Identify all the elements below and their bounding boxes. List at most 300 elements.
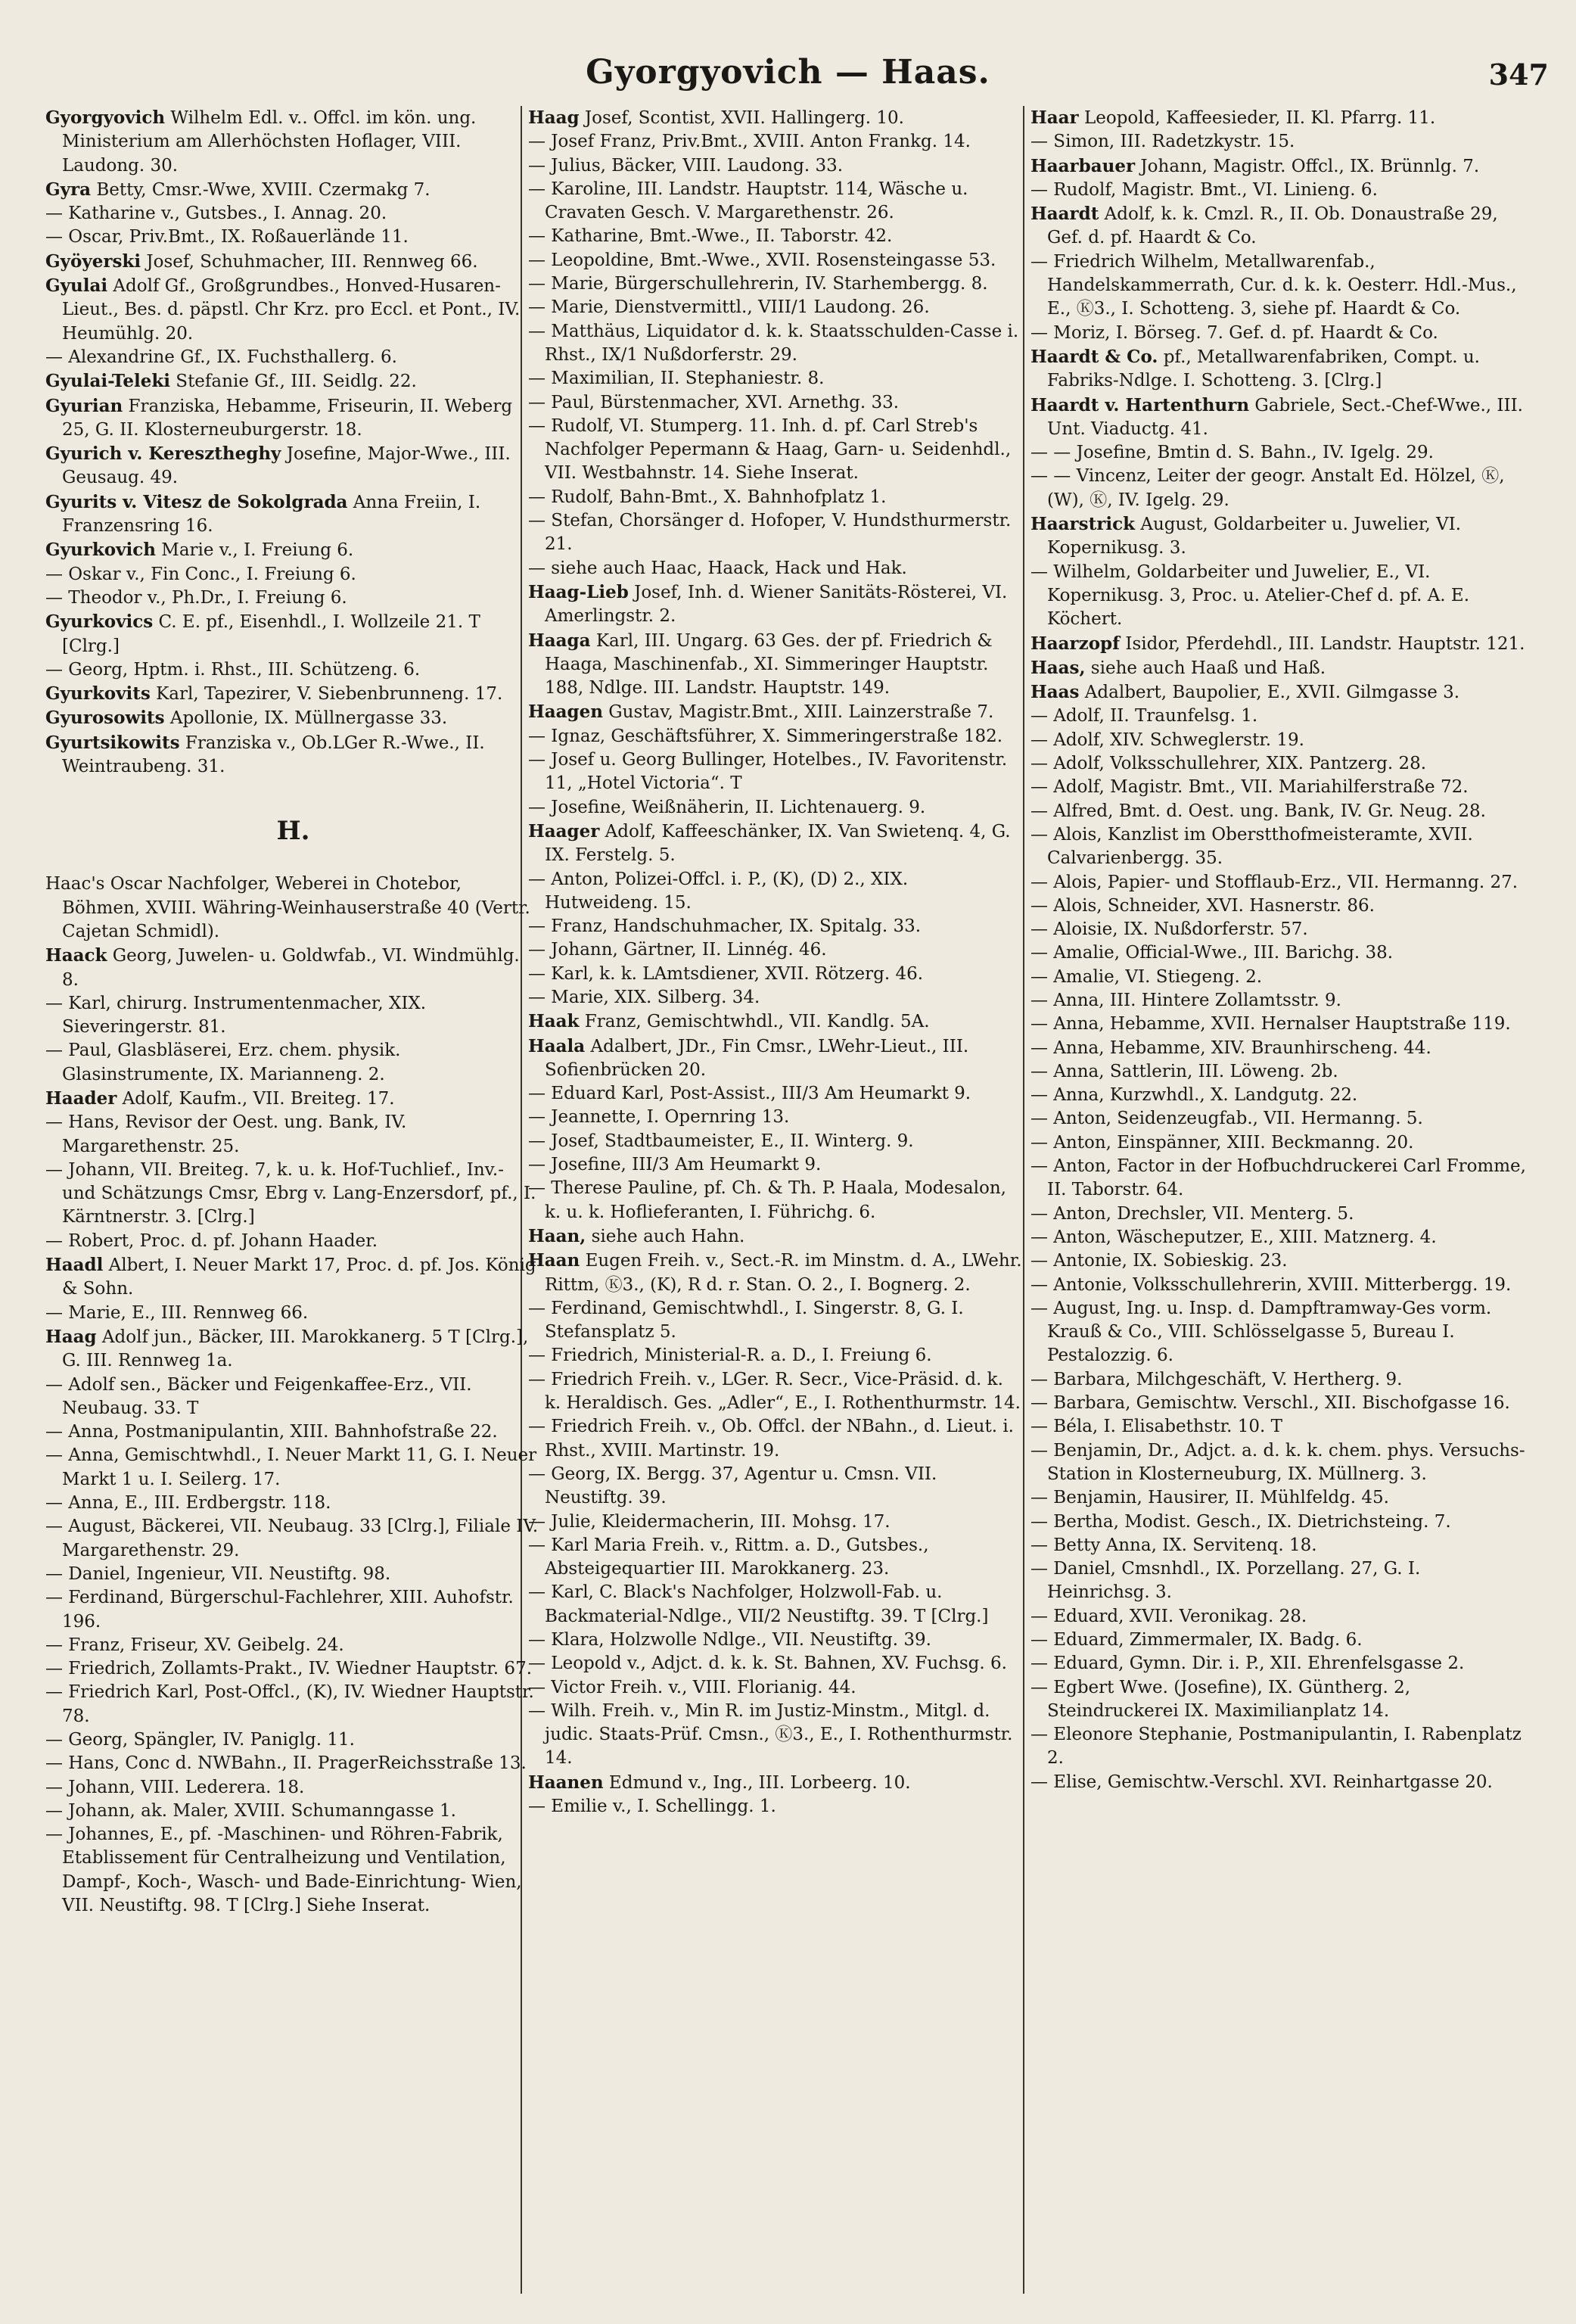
directory-entry: [1030, 871, 1526, 894]
entry-surname: Haarzopf: [1030, 633, 1121, 654]
entry-details: — Paul, Glasbläserei, Erz. chem. physik. Glasinstrumente, IX. Marianneng. 2.: [45, 1041, 401, 1084]
entry-surname: Gyurich v. Keresztheghy: [45, 443, 281, 465]
entry-details: — Anna, Hebamme, XIV. Braunhirscheng. 44.: [1030, 1038, 1431, 1058]
entry-details: Leopold, Kaffeesieder, II. Kl. Pfarrg. 11.: [1078, 108, 1436, 128]
directory-entry: [528, 986, 1024, 1010]
entry-details: Karl, III. Ungarg. 63 Ges. der pf. Friedrich & Haaga, Maschinenfab., XI. Simmeringer Hauptstr. 188, Ndlge. III. Landstr. Hauptstr. 149.: [545, 630, 993, 698]
page-number: 347: [1488, 58, 1549, 92]
directory-entry: [1030, 1202, 1526, 1226]
section-heading: H.: [276, 816, 310, 847]
entry-details: — Friedrich Karl, Post-Offcl., (K), IV. Wiedner Hauptstr. 78.: [45, 1682, 534, 1726]
entry-surname: Gyurits v. Vitesz de Sokolgrada: [45, 491, 348, 512]
entry-details: Johann, Magistr. Offcl., IX. Brünnlg. 7.: [1135, 156, 1480, 176]
entry-details: — Georg, IX. Bergg. 37, Agentur u. Cmsn. VII. Neustiftg. 39.: [528, 1464, 937, 1508]
directory-entry: [1030, 680, 1526, 705]
entry-details: Albert, I. Neuer Markt 17, Proc. d. pf. Jos. König & Sohn.: [62, 1255, 536, 1299]
directory-entry: [1030, 1534, 1526, 1557]
entry-details: Franziska, Hebamme, Friseurin, II. Weberg 25, G. II. Klosterneuburgerstr. 18.: [62, 396, 513, 440]
entry-surname: Gyulai: [45, 275, 108, 297]
directory-entry: [1030, 154, 1526, 179]
entry-details: — Friedrich, Ministerial-R. a. D., I. Freiung 6.: [528, 1346, 932, 1366]
entry-details: — Ferdinand, Gemischtwhdl., I. Singerstr. 8, G. I. Stefansplatz 5.: [528, 1298, 964, 1342]
directory-entry: [528, 748, 1024, 796]
entry-surname: Haager: [528, 820, 600, 842]
directory-entry: [45, 731, 541, 779]
entry-details: — Béla, I. Elisabethstr. 10. T: [1030, 1417, 1282, 1437]
directory-entry: [528, 1249, 1024, 1297]
entry-details: — Antonie, Volksschullehrerin, XVIII. Mitterbergg. 19.: [1030, 1274, 1512, 1295]
entry-details: — Anna, Gemischtwhdl., I. Neuer Markt 11, G. I. Neuer Markt 1 u. I. Seilerg. 17.: [45, 1445, 537, 1489]
entry-details: — Leopold v., Adjct. d. k. k. St. Bahnen, XV. Fuchsg. 6.: [528, 1654, 1007, 1674]
entry-details: — Maximilian, II. Stephaniestr. 8.: [528, 369, 825, 389]
entry-details: — Adolf, II. Traunfelsg. 1.: [1030, 706, 1258, 726]
directory-entry: [528, 367, 1024, 390]
directory-entry: [45, 1823, 541, 1918]
entry-surname: Haar: [1030, 107, 1079, 128]
entry-details: — Aloisie, IX. Nußdorferstr. 57.: [1030, 919, 1308, 940]
entry-surname: Gyurkovics: [45, 611, 154, 633]
directory-entry: [45, 178, 541, 202]
entry-details: — Johann, VII. Breiteg. 7, k. u. k. Hof-Tuchlief., Inv.- und Schätzungs Cmsr, Ebrg v. Lang-Enzersdorf, pf., I. Kärntnerstr. 3. [Clrg.]: [45, 1159, 536, 1227]
directory-entry: [1030, 1060, 1526, 1084]
entry-details: — Therese Pauline, pf. Ch. & Th. P. Haala, Modesalon, k. u. k. Hoflieferanten, I. Führichg. 6.: [528, 1178, 1006, 1222]
entry-details: — Josef u. Georg Bullinger, Hotelbes., IV. Favoritenstr. 11, „Hotel Victoria“. T: [528, 750, 1008, 794]
entry-details: — Anton, Drechsler, VII. Menterg. 5.: [1030, 1203, 1354, 1224]
directory-entry: [45, 106, 541, 178]
entry-surname: Gyurtsikowits: [45, 732, 180, 753]
entry-details: — Amalie, VI. Stiegeng. 2.: [1030, 966, 1263, 987]
entry-surname: Haanen: [528, 1772, 604, 1793]
directory-entry: [45, 563, 541, 586]
directory-entry: [528, 1771, 1024, 1795]
entry-surname: Haala: [528, 1035, 586, 1056]
page-header: [0, 47, 1576, 100]
entry-details: Betty, Cmsr.-Wwe, XVIII. Czermakg 7.: [91, 179, 431, 200]
entry-surname: Haan: [528, 1250, 580, 1271]
directory-entry: [1030, 1439, 1526, 1487]
entry-surname: Haader: [45, 1087, 117, 1109]
directory-entry: [528, 1106, 1024, 1129]
entry-details: — Ferdinand, Bürgerschul-Fachlehrer, XIII. Auhofstr. 196.: [45, 1588, 514, 1632]
directory-entry: [528, 1368, 1024, 1416]
directory-entry: [45, 586, 541, 610]
entry-surname: Haag-Lieb: [528, 581, 629, 602]
entry-details: — Rudolf, Bahn-Bmt., X. Bahnhofplatz 1.: [528, 487, 887, 507]
directory-entry: [528, 154, 1024, 178]
entry-details: — Katharine v., Gutsbes., I. Annag. 20.: [45, 204, 387, 224]
directory-entry: [45, 274, 541, 346]
directory-entry: [528, 178, 1024, 226]
entry-details: siehe auch Hahn.: [586, 1226, 745, 1246]
directory-entry: [528, 272, 1024, 296]
directory-entry: [45, 706, 541, 730]
directory-column-3: [1030, 106, 1526, 2301]
entry-details: — Friedrich Freih. v., Ob. Offcl. der NBahn., d. Lieut. i. Rhst., XVIII. Martinstr. 19.: [528, 1417, 1014, 1461]
entry-details: Adolf, Kaufm., VII. Breiteg. 17.: [117, 1088, 395, 1109]
entry-surname: Haas,: [1030, 657, 1086, 678]
directory-entry: [45, 538, 541, 562]
directory-entry: [528, 1700, 1024, 1771]
directory-entry: [45, 1374, 541, 1421]
directory-entry: [1030, 394, 1526, 442]
entry-surname: Gyöyerski: [45, 250, 141, 272]
directory-entry: [528, 130, 1024, 154]
entry-details: — Josef Franz, Priv.Bmt., XVIII. Anton Frankg. 14.: [528, 132, 971, 152]
entry-details: — Anna, Kurzwhdl., X. Landgutg. 22.: [1030, 1085, 1358, 1106]
entry-details: — Anna, Sattlerin, III. Löweng. 2b.: [1030, 1061, 1338, 1081]
entry-details: Edmund v., Ing., III. Lorbeerg. 10.: [603, 1772, 911, 1793]
directory-entry: [528, 1082, 1024, 1106]
directory-entry: [45, 1253, 541, 1302]
directory-entry: [45, 1087, 541, 1111]
directory-entry: [1030, 1297, 1526, 1368]
directory-entry: [1030, 1486, 1526, 1510]
entry-details: — Georg, Hptm. i. Rhst., III. Schützeng. 6.: [45, 659, 421, 680]
directory-entry: [1030, 1676, 1526, 1724]
directory-entry: [528, 486, 1024, 509]
directory-entry: [528, 1629, 1024, 1652]
directory-entry: [45, 658, 541, 682]
directory-entry: [1030, 918, 1526, 941]
entry-details: — Emilie v., I. Schellingg. 1.: [528, 1797, 776, 1817]
entry-details: — Betty Anna, IX. Servitenq. 18.: [1030, 1535, 1317, 1555]
entry-details: — Johann, Gärtner, II. Linnég. 46.: [528, 940, 827, 960]
entry-details: — Anton, Seidenzeugfab., VII. Hermanng. 5.: [1030, 1109, 1423, 1129]
directory-entry: [1030, 1605, 1526, 1629]
directory-entry: [528, 1177, 1024, 1224]
entry-details: — Stefan, Chorsänger d. Hofoper, V. Hundsthurmerstr. 21.: [528, 511, 1012, 555]
entry-details: Adolf jun., Bäcker, III. Marokkanerg. 5 T [Clrg.], G. III. Rennweg 1a.: [62, 1327, 529, 1371]
directory-entry: [528, 1153, 1024, 1177]
directory-entry: [45, 202, 541, 226]
directory-entry: [1030, 632, 1526, 656]
page-title: Gyorgyovich — Haas.: [586, 53, 990, 92]
directory-entry: [45, 610, 541, 658]
entry-surname: Haarstrick: [1030, 514, 1136, 535]
entry-details: — Karoline, III. Landstr. Hauptstr. 114, Wäsche u. Cravaten Gesch. V. Margarethenstr. 26.: [528, 179, 968, 223]
directory-entry: [1030, 1771, 1526, 1794]
directory-entry: [1030, 179, 1526, 202]
entry-details: — Karl Maria Freih. v., Rittm. a. D., Gutsbes., Absteigequartier III. Marokkanerg. 23.: [528, 1535, 929, 1579]
entry-surname: Haak: [528, 1011, 580, 1032]
directory-entry: [1030, 705, 1526, 728]
entry-details: — Jeannette, I. Opernring 13.: [528, 1107, 790, 1128]
directory-entry: [528, 1297, 1024, 1345]
entry-details: — Friedrich, Zollamts-Prakt., IV. Wiedner Hauptstr. 67.: [45, 1659, 533, 1679]
directory-entry: [528, 249, 1024, 272]
entry-details: — Rudolf, Magistr. Bmt., VI. Linieng. 6.: [1030, 179, 1378, 200]
entry-details: — Alois, Papier- und Stofflaub-Erz., VII. Hermanng. 27.: [1030, 872, 1518, 892]
entry-details: Apollonie, IX. Müllnergasse 33.: [164, 708, 448, 729]
directory-entry: [1030, 894, 1526, 918]
entry-details: — Johann, ak. Maler, XVIII. Schumanngasse 1.: [45, 1800, 456, 1821]
directory-entry: [528, 1130, 1024, 1153]
directory-entry: [45, 682, 541, 706]
directory-entry: [528, 225, 1024, 248]
entry-details: Franziska v., Ob.LGer R.-Wwe., II. Weintraubeng. 31.: [62, 733, 485, 777]
entry-details: Adolf, Kaffeeschänker, IX. Van Swietenq. 4, G. IX. Ferstelg. 5.: [545, 821, 1011, 866]
entry-details: Josef, Schuhmacher, III. Rennweg 66.: [141, 251, 478, 272]
entry-details: — Josefine, Weißnäherin, II. Lichtenauerg. 9.: [528, 797, 926, 817]
directory-entry: [528, 1676, 1024, 1700]
entry-details: — Rudolf, VI. Stumperg. 11. Inh. d. pf. Carl Streb's Nachfolger Pepermann & Haag, Garn- u. Seidenhdl., VII. Westbahnstr. 14. Siehe Inserat.: [528, 415, 1012, 484]
entry-details: — Oscar, Priv.Bmt., IX. Roßauerlände 11.: [45, 227, 409, 247]
directory-entry: [528, 1795, 1024, 1818]
directory-entry: [45, 1515, 541, 1563]
entry-details: — Katharine, Bmt.-Wwe., II. Taborstr. 42.: [528, 226, 893, 247]
entry-details: — — Vincenz, Leiter der geogr. Anstalt Ed. Hölzel, Ⓚ, (W), Ⓚ, IV. Igelg. 29.: [1030, 466, 1505, 510]
directory-column-1: [45, 106, 541, 2301]
entry-details: — Amalie, Official-Wwe., III. Barichg. 38.: [1030, 943, 1394, 963]
directory-entry: [528, 725, 1024, 748]
directory-entry: [1030, 1368, 1526, 1392]
directory-entry: [528, 938, 1024, 962]
entry-details: — Benjamin, Dr., Adjct. a. d. k. k. chem. phys. Versuchs-Station in Klosterneuburg, IX. Müllnerg. 3.: [1030, 1440, 1525, 1484]
directory-entry: [45, 944, 541, 992]
directory-entry: [1030, 966, 1526, 989]
directory-entry: [528, 1344, 1024, 1367]
entry-surname: Haaga: [528, 630, 591, 651]
directory-entry: [1030, 1249, 1526, 1273]
entry-surname: Haadl: [45, 1255, 104, 1276]
entry-surname: Haas: [1030, 682, 1080, 703]
directory-entry: [45, 1230, 541, 1253]
entry-details: — Ignaz, Geschäftsführer, X. Simmeringerstraße 182.: [528, 726, 1003, 746]
entry-surname: Gyurkovich: [45, 540, 156, 561]
entry-details: — Alois, Kanzlist im Oberstthofmeisteramte, XVII. Calvarienbergg. 35.: [1030, 824, 1473, 869]
entry-details: — Hans, Conc d. NWBahn., II. PragerReichsstraße 13.: [45, 1753, 527, 1774]
entry-details: — Anna, Postmanipulantin, XIII. Bahnhofstraße 22.: [45, 1422, 498, 1442]
entry-details: — Friedrich Freih. v., LGer. R. Secr., Vice-Präsid. d. k. k. Heraldisch. Ges. „Adler“, E., I. Rothenthurmstr. 14.: [528, 1369, 1021, 1414]
entry-surname: Gyurkovits: [45, 683, 151, 705]
entry-details: — Eduard Karl, Post-Assist., III/3 Am Heumarkt 9.: [528, 1084, 971, 1104]
entry-details: — Klara, Holzwolle Ndlge., VII. Neustiftg. 39.: [528, 1630, 931, 1650]
entry-details: Adalbert, Baupolier, E., XVII. Gilmgasse 3.: [1079, 683, 1460, 703]
entry-details: — Matthäus, Liquidator d. k. k. Staatsschulden-Casse i. Rhst., IX/1 Nußdorferstr. 29.: [528, 321, 1019, 365]
entry-details: — Marie, Dienstvermittl., VIII/1 Laudong. 26.: [528, 297, 930, 318]
entry-details: — Theodor v., Ph.Dr., I. Freiung 6.: [45, 587, 347, 608]
directory-entry: [528, 1534, 1024, 1582]
directory-entry: [1030, 561, 1526, 632]
directory-entry: [528, 391, 1024, 415]
directory-entry: [45, 1657, 541, 1681]
directory-entry: [528, 629, 1024, 701]
directory-entry: [1030, 1084, 1526, 1107]
directory-column-2: [528, 106, 1024, 2301]
directory-entry: [528, 868, 1024, 916]
directory-entry: [1030, 776, 1526, 799]
directory-entry: [1030, 345, 1526, 394]
entry-details: — Alois, Schneider, XVI. Hasnerstr. 86.: [1030, 895, 1375, 916]
entry-details: — Karl, chirurg. Instrumentenmacher, XIX. Sieveringerstr. 81.: [45, 993, 427, 1038]
entry-details: — siehe auch Haac, Haack, Hack und Hak.: [528, 558, 907, 578]
entry-details: — Daniel, Ingenieur, VII. Neustiftg. 98.: [45, 1563, 391, 1584]
directory-entry: [528, 1652, 1024, 1675]
entry-surname: Haan,: [528, 1225, 586, 1246]
entry-details: — Marie, XIX. Silberg. 34.: [528, 987, 760, 1007]
directory-entry: [1030, 1629, 1526, 1652]
directory-entry: [528, 963, 1024, 986]
directory-entry: [528, 509, 1024, 557]
directory-entry: [528, 320, 1024, 368]
entry-details: Franz, Gemischtwhdl., VII. Kandlg. 5A.: [579, 1012, 930, 1032]
directory-entry: [45, 1325, 541, 1374]
entry-surname: Haardt & Co.: [1030, 346, 1158, 367]
entry-details: — — Josefine, Bmtin d. S. Bahn., IV. Igelg. 29.: [1030, 443, 1434, 463]
directory-entry: [1030, 1274, 1526, 1297]
entry-details: — Adolf, Magistr. Bmt., VII. Mariahilferstraße 72.: [1030, 777, 1469, 798]
directory-entry: [1030, 106, 1526, 130]
directory-entry: [45, 442, 541, 490]
directory-entry: [45, 1111, 541, 1159]
directory-entry: [528, 796, 1024, 820]
entry-details: — Julie, Kleidermacherin, III. Mohsg. 17.: [528, 1511, 891, 1532]
directory-entry: [45, 1728, 541, 1752]
entry-details: — Karl, C. Black's Nachfolger, Holzwoll-Fab. u. Backmaterial-Ndlge., VII/2 Neustiftg. 39. T [Clrg.]: [528, 1582, 989, 1626]
entry-details: Georg, Juwelen- u. Goldwfab., VI. Windmühlg. 8.: [62, 946, 520, 990]
directory-entry: [528, 1463, 1024, 1510]
entry-details: — Barbara, Milchgeschäft, V. Hertherg. 9.: [1030, 1369, 1403, 1389]
entry-details: — Simon, III. Radetzkystr. 15.: [1030, 132, 1295, 152]
entry-details: — Wilhelm, Goldarbeiter und Juwelier, E., VI. Kopernikusg. 3, Proc. u. Atelier-Chef d. pf. A. E. Köchert.: [1030, 562, 1470, 630]
entry-details: — Eduard, XVII. Veronikag. 28.: [1030, 1606, 1307, 1626]
directory-entry: [1030, 800, 1526, 823]
directory-entry: [1030, 752, 1526, 776]
entry-details: — Anna, Hebamme, XVII. Hernalser Hauptstraße 119.: [1030, 1014, 1511, 1034]
entry-details: — Egbert Wwe. (Josefine), IX. Güntherg. 2, Steindruckerei IX. Maximilianplatz 14.: [1030, 1677, 1411, 1721]
entry-surname: Haarbauer: [1030, 155, 1136, 176]
entry-details: — Alfred, Bmt. d. Oest. ung. Bank, IV. Gr. Neug. 28.: [1030, 801, 1486, 821]
directory-entry: [1030, 512, 1526, 561]
entry-details: — Anton, Polizei-Offcl. i. P., (K), (D) 2., XIX. Hutweideng. 15.: [528, 869, 909, 913]
entry-details: — Alexandrine Gf., IX. Fuchsthallerg. 6.: [45, 347, 397, 367]
entry-details: — Marie, Bürgerschullehrerin, IV. Starhembergg. 8.: [528, 274, 988, 294]
entry-details: Adolf Gf., Großgrundbes., Honved-Husaren-Lieut., Bes. d. päpstl. Chr Krz. pro Eccl. et Pont., IV. Heumühlg. 20.: [62, 276, 521, 344]
directory-entry: [45, 226, 541, 249]
entry-details: Adolf, k. k. Cmzl. R., II. Ob. Donaustraße 29, Gef. d. pf. Haardt & Co.: [1047, 204, 1498, 248]
entry-details: — Franz, Friseur, XV. Geibelg. 24.: [45, 1635, 344, 1655]
directory-entry: [528, 915, 1024, 938]
directory-entry: [45, 992, 541, 1040]
entry-details: — Oskar v., Fin Conc., I. Freiung 6.: [45, 564, 356, 584]
directory-entry: [1030, 202, 1526, 250]
entry-surname: Haag: [528, 107, 580, 128]
entry-surname: Gyulai-Teleki: [45, 371, 170, 392]
entry-details: — Wilh. Freih. v., Min R. im Justiz-Minstm., Mitgl. d. judic. Staats-Prüf. Cmsn., Ⓚ3., E., I. Rothenthurmstr. 14.: [528, 1700, 1013, 1769]
entry-details: — Franz, Handschuhmacher, IX. Spitalg. 33.: [528, 916, 922, 937]
entry-details: Anna Freiin, I. Franzensring 16.: [62, 492, 481, 537]
directory-entry: [1030, 1013, 1526, 1036]
entry-details: — Hans, Revisor der Oest. ung. Bank, IV. Margarethenstr. 25.: [45, 1112, 407, 1156]
directory-entry: [1030, 130, 1526, 154]
entry-details: — Anton, Factor in der Hofbuchdruckerei Carl Fromme, II. Taborstr. 64.: [1030, 1156, 1526, 1200]
directory-entry: [45, 1752, 541, 1775]
entry-surname: Gyorgyovich: [45, 107, 166, 128]
directory-entry: [45, 1681, 541, 1728]
directory-entry: [45, 873, 541, 944]
entry-details: — Leopoldine, Bmt.-Wwe., XVII. Rosensteingasse 53.: [528, 250, 996, 270]
entry-details: — Karl, k. k. LAmtsdiener, XVII. Rötzerg. 46.: [528, 963, 924, 984]
entry-details: — Anna, E., III. Erdbergstr. 118.: [45, 1493, 331, 1514]
directory-entry: [528, 1415, 1024, 1463]
entry-details: pf., Metallwarenfabriken, Compt. u. Fabriks-Ndlge. I. Schotteng. 3. [Clrg.]: [1047, 347, 1480, 391]
directory-entry: [528, 296, 1024, 319]
directory-entry: [1030, 441, 1526, 465]
entry-details: C. E. pf., Eisenhdl., I. Wollzeile 21. T [Clrg.]: [62, 612, 480, 656]
entry-details: Gustav, Magistr.Bmt., XIII. Lainzerstraße 7.: [602, 702, 994, 723]
entry-details: Haac's Oscar Nachfolger, Weberei in Chotebor, Böhmen, XVIII. Währing-Weinhauserstraße 40 (Vertr. Cajetan Schmidl).: [45, 874, 530, 941]
entry-details: — Bertha, Modist. Gesch., IX. Dietrichsteing. 7.: [1030, 1511, 1451, 1532]
directory-entry: [1030, 1415, 1526, 1439]
directory-entry: [528, 557, 1024, 580]
directory-entry: [1030, 823, 1526, 871]
directory-entry: [528, 700, 1024, 724]
entry-details: — Anton, Wäscheputzer, E., XIII. Matznerg. 4.: [1030, 1227, 1437, 1247]
directory-entry: [45, 1302, 541, 1325]
directory-entry: [45, 1563, 541, 1586]
entry-details: — Elise, Gemischtw.-Verschl. XVI. Reinhartgasse 20.: [1030, 1772, 1493, 1792]
directory-entry: [528, 820, 1024, 868]
entry-details: Josefine, Major-Wwe., III. Geusaug. 49.: [62, 444, 511, 488]
entry-details: — Julius, Bäcker, VIII. Laudong. 33.: [528, 155, 844, 176]
entry-details: — Josef, Stadtbaumeister, E., II. Winterg. 9.: [528, 1131, 914, 1151]
directory-entry: [528, 1034, 1024, 1083]
directory-entry: [528, 415, 1024, 486]
directory-entry: [528, 580, 1024, 629]
entry-surname: Gyurosowits: [45, 708, 165, 729]
directory-entry: [1030, 1107, 1526, 1131]
directory-entry: [1030, 465, 1526, 512]
directory-entry: [1030, 1557, 1526, 1605]
entry-details: Adalbert, JDr., Fin Cmsr., LWehr-Lieut., III. Sofienbrücken 20.: [545, 1036, 969, 1080]
directory-entry: [45, 369, 541, 394]
entry-details: — Antonie, IX. Sobieskig. 23.: [1030, 1251, 1288, 1271]
directory-entry: [1030, 322, 1526, 345]
entry-details: Josef, Inh. d. Wiener Sanitäts-Rösterei, VI. Amerlingstr. 2.: [545, 582, 1008, 627]
entry-details: — Eduard, Zimmermaler, IX. Badg. 6.: [1030, 1630, 1363, 1650]
directory-entry: [45, 1586, 541, 1634]
directory-entry: [45, 1444, 541, 1492]
directory-entry: [1030, 656, 1526, 680]
entry-details: — Paul, Bürstenmacher, XVI. Arnethg. 33.: [528, 392, 900, 412]
entry-details: Stefanie Gf., III. Seidlg. 22.: [170, 372, 417, 392]
directory-entry: [45, 490, 541, 539]
entry-details: — Friedrich Wilhelm, Metallwarenfab., Handelskammerrath, Cur. d. k. k. Oesterr. Hdl.-Mus., E., Ⓚ3., I. Schotteng. 3, siehe pf. Haardt & Co.: [1030, 251, 1517, 319]
directory-entry: [45, 1159, 541, 1230]
entry-surname: Haardt: [1030, 204, 1099, 225]
entry-surname: Gyurian: [45, 395, 123, 416]
entry-details: — Josefine, III/3 Am Heumarkt 9.: [528, 1155, 822, 1175]
directory-entry: [1030, 250, 1526, 322]
directory-entry: [528, 1510, 1024, 1534]
entry-surname: Haack: [45, 945, 107, 966]
entry-surname: Gyra: [45, 179, 92, 200]
directory-entry: [1030, 1723, 1526, 1771]
entry-details: siehe auch Haaß und Haß.: [1085, 658, 1326, 678]
entry-details: — Eduard, Gymn. Dir. i. P., XII. Ehrenfelsgasse 2.: [1030, 1654, 1465, 1674]
entry-details: — Georg, Spängler, IV. Paniglg. 11.: [45, 1730, 355, 1750]
directory-entry: [45, 1039, 541, 1087]
entry-details: — August, Ing. u. Insp. d. Dampftramway-Ges vorm. Krauß & Co., VIII. Schlösselgasse 5, Bureau I. Pestalozzig. 6.: [1030, 1298, 1492, 1366]
entry-details: — Marie, E., III. Rennweg 66.: [45, 1302, 309, 1323]
directory-entry: [1030, 1226, 1526, 1249]
entry-details: — Robert, Proc. d. pf. Johann Haader.: [45, 1230, 378, 1251]
directory-entry: [1030, 729, 1526, 752]
entry-details: — Adolf, XIV. Schweglerstr. 19.: [1030, 730, 1304, 750]
entry-details: Gabriele, Sect.-Chef-Wwe., III. Unt. Viaductg. 41.: [1047, 395, 1523, 439]
entry-details: — August, Bäckerei, VII. Neubaug. 33 [Clrg.], Filiale IV. Margarethenstr. 29.: [45, 1517, 539, 1560]
entry-details: Karl, Tapezirer, V. Siebenbrunneng. 17.: [150, 684, 503, 705]
